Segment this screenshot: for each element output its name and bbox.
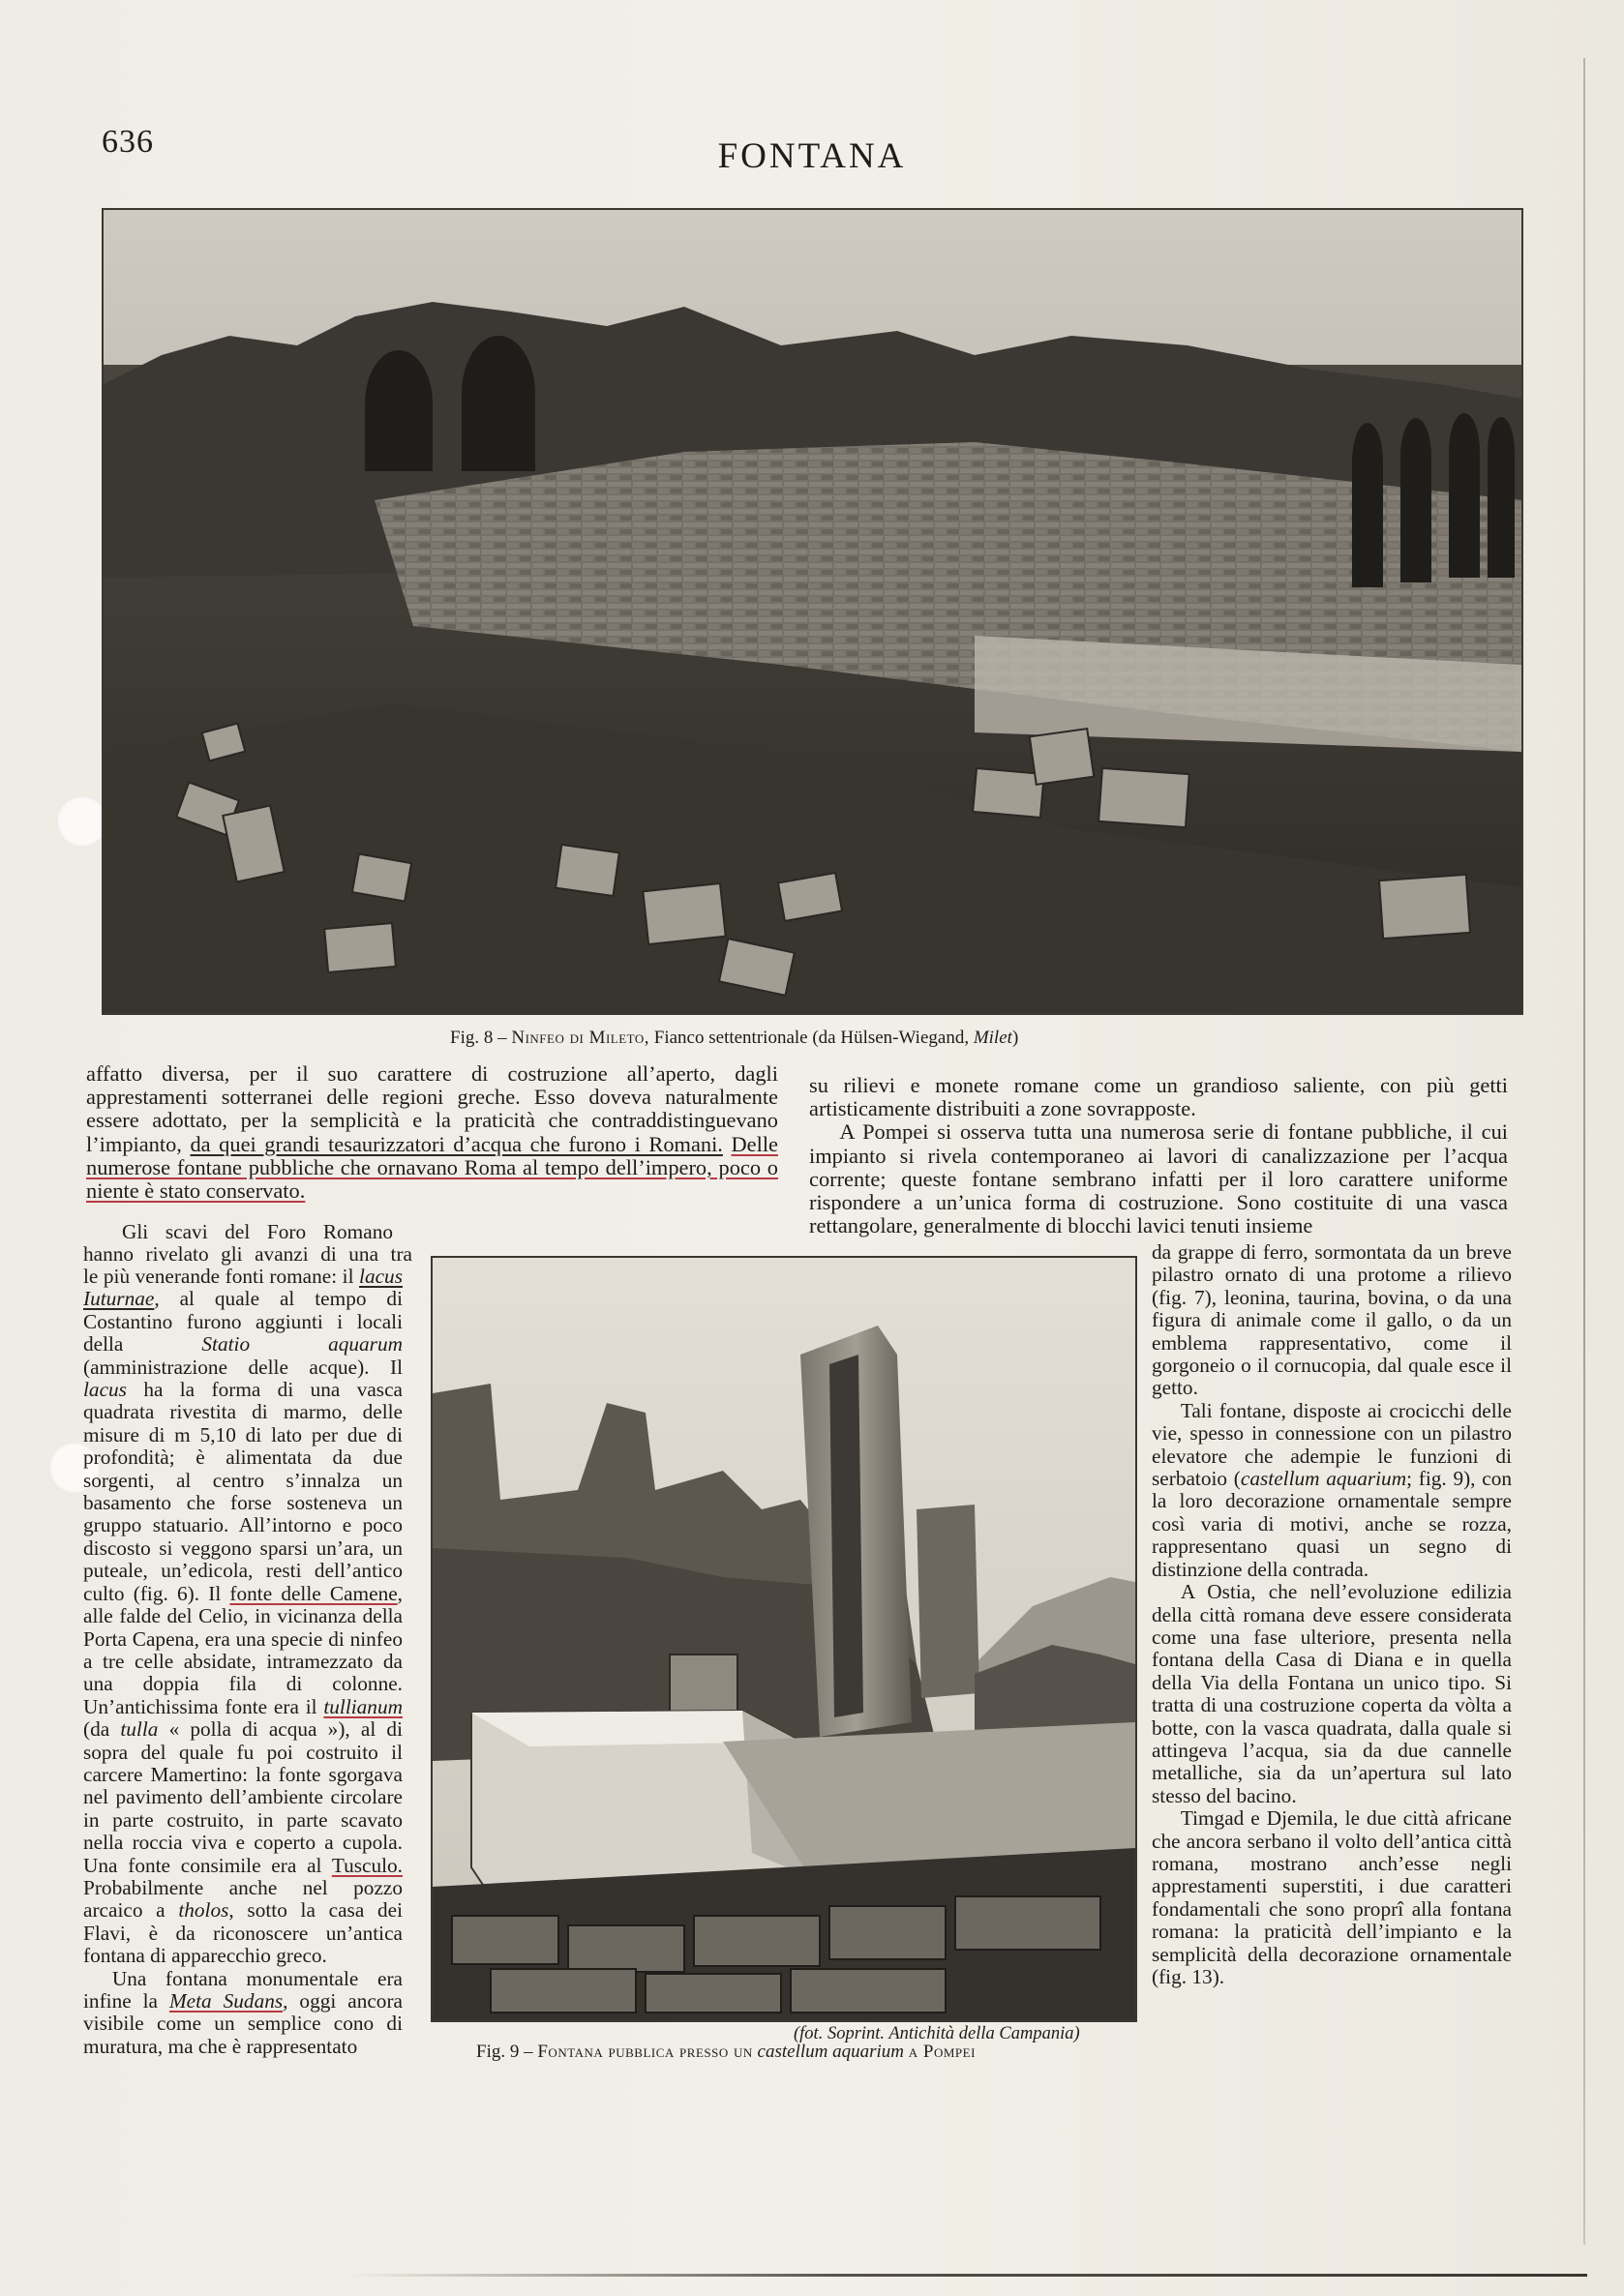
term-lacus-iuturnae: lacus Iuturnae bbox=[83, 1265, 403, 1311]
right-top-paragraph-2: A Pompei si osserva tutta una numerosa serie di fontane pubbliche, il cui impianto si rivela contemporaneo ai lavori di canalizzazione per l’acqua corrente; queste fontane sembrano infatti per il loro carattere uniforme rispondere a un’unica forma di costruzione. Sono costituite di una vasca rettangolare, generalmente di blocchi lavici tenuti insieme bbox=[809, 1119, 1508, 1238]
right-narrow-paragraph-1: da grappe di ferro, sormontata da un breve pilastro ornato di una protome a rilievo (fig. 7), leonina, taurina, bovina, o da una figura di animale come il gallo, o da un emblema rappresentativo, come il gorgoneio o il cornucopia, dal quale esce il getto. bbox=[1152, 1240, 1512, 1400]
term-tulla: tulla bbox=[120, 1717, 159, 1742]
right-column-top-text bbox=[809, 1074, 1508, 1237]
left-top-paragraph bbox=[86, 1062, 778, 1203]
left-narrow-column bbox=[83, 1266, 403, 2058]
page-number: 636 bbox=[102, 124, 154, 160]
left-text-a11: (da bbox=[83, 1717, 121, 1742]
fig8-caption-title: Ninfeo di Mileto, bbox=[511, 1028, 650, 1048]
fig8-caption-source: Milet bbox=[973, 1028, 1012, 1048]
fig9-caption bbox=[476, 2042, 976, 2063]
fig8-caption-text: Fianco settentrionale (da Hülsen-Wiegand, bbox=[649, 1028, 974, 1048]
left-text-a17: , sotto la casa dei Flavi, è da riconoscere un’antica fontana di apparecchio greco. bbox=[83, 1898, 403, 1968]
left-text-b3: , oggi ancora visibile come un semplice cono di muratura, ma che è rappresentato bbox=[83, 1989, 403, 2058]
left-text-a13: « polla di acqua »), al di sopra del quale fu poi costruito il carcere Mamertino: la fonte sgorgava nel pavimento dell’ambiente circolare in parte costruito, in parte scavato nella roccia viva e coperto a cupola. Una fonte consimile era al bbox=[83, 1717, 403, 1877]
left-top-sentence-1: affatto diversa, per il suo carattere di costruzione all’aperto, dagli apprestamenti sotterranei delle regioni greche. Esso doveva naturalmente essere adottato, per la semplicità e la praticità che contraddistinguevano l’impianto, bbox=[86, 1061, 778, 1156]
left-narrow-paragraph-1 bbox=[83, 1266, 403, 1968]
left-wrap-line-2: hanno rivelato gli avanzi di una tra bbox=[83, 1242, 412, 1266]
right-text-c4: ; fig. 9), con la loro decorazione ornamentale sempre così varia di motivi, anche se rozza, rappresentano quasi un segno di distinzione della contrada. bbox=[1152, 1467, 1512, 1581]
right-narrow-paragraph-4: Timgad e Djemila, le due città africane che ancora serbano il volto dell’antica città romana, mostrano anch’esse negli apprestamenti superstiti, i due caratteri fondamentali che sono proprî alla fontana romana: la praticità dell’impianto e la semplicità della decorazione ornamentale (fig. 13). bbox=[1152, 1806, 1512, 1988]
right-text-c2: Tali fontane, disposte ai crocicchi delle vie, spesso in connessione con un pilastro elevatore che adempie le funzioni di serbatoio ( bbox=[1152, 1398, 1512, 1491]
fig8-photograph bbox=[102, 208, 1523, 1015]
right-narrow-paragraph-2 bbox=[1152, 1400, 1512, 1581]
right-narrow-paragraph-3: A Ostia, che nell’evoluzione edilizia della città romana deve essere considerata come una fase ulteriore, presenta nella fontana della Casa di Diana e in quella della Via della Fontana un unico tipo. Si tratta di una costruzione coperta da vòlta a botte, con la vasca quadrata, dalla quale si attingeva l’acqua, sia da due cannelle metalliche, sia da un’apertura sul lato stesso del bacino. bbox=[1152, 1580, 1512, 1807]
term-lacus: lacus bbox=[83, 1378, 127, 1402]
left-text-a9: , alle falde del Celio, in vicinanza della Porta Capena, era una specie di ninfeo a tre celle absidate, intramezzato da una doppia fila di colonne. Un’antichissima fonte era il bbox=[83, 1581, 403, 1718]
scan-bottom-edge bbox=[348, 2274, 1587, 2277]
fig8-caption-end: ) bbox=[1011, 1028, 1019, 1048]
left-text-a3: , al quale al tempo di Costantino furono aggiunti i locali della bbox=[83, 1287, 403, 1357]
left-wrap-line-1: Gli scavi del Foro Romano bbox=[122, 1220, 393, 1243]
left-text-a5: (amministrazione delle acque). Il bbox=[83, 1355, 403, 1379]
left-text-b1: Una fontana monumentale era infine la bbox=[83, 1966, 403, 2013]
fig9-caption-italic: castellum aquarium bbox=[757, 2042, 904, 2062]
left-text-a7: ha la forma di una vasca quadrata rivestita di marmo, delle misure di m 5,10 di lato per due di profondità; è alimentata da due sorgenti, al centro s’innalza un basamento che forse sosteneva un gruppo statuario. All’intorno e poco discosto si veggono sparsi un’ara, un puteale, un’edicola, resti dell’antico culto (fig. 6). Il bbox=[83, 1378, 403, 1605]
fig9-photograph bbox=[431, 1256, 1137, 2022]
left-text-a15: Probabilmente anche nel pozzo arcaico a bbox=[83, 1875, 403, 1923]
term-statio-aquarum: Statio aquarum bbox=[201, 1332, 403, 1357]
term-fonte-camene: fonte delle Camene bbox=[229, 1581, 398, 1605]
fig9-credit: (fot. Soprint. Antichità della Campania) bbox=[794, 2024, 1080, 2043]
fig9-caption-number: Fig. 9 – bbox=[476, 2042, 533, 2062]
fig8-caption-number: Fig. 8 – bbox=[450, 1028, 507, 1048]
left-text-a1: le più venerande fonti romane: il bbox=[83, 1265, 360, 1288]
left-top-underlined-romans: da quei grandi tesaurizzatori d’acqua che furono i Romani. bbox=[190, 1131, 723, 1156]
term-tullianum: tullianum bbox=[323, 1694, 403, 1718]
punch-hole-upper bbox=[56, 795, 108, 848]
term-tholos: tholos bbox=[178, 1898, 229, 1923]
fig9-caption-title: Fontana pubblica presso un bbox=[537, 2042, 753, 2062]
left-narrow-paragraph-2 bbox=[83, 1968, 403, 2059]
term-tusculo: Tusculo. bbox=[331, 1853, 403, 1877]
left-column-top-text bbox=[86, 1062, 778, 1203]
right-top-paragraph-1: su rilievi e monete romane come un grandioso saliente, con più getti artisticamente distribuiti a zone sovrapposte. bbox=[809, 1073, 1508, 1121]
left-top-underlined-fontane: Delle numerose fontane pubbliche che ornavano Roma al tempo dell’impero, poco o niente è stato conservato. bbox=[86, 1131, 778, 1204]
page-edge-shadow bbox=[1583, 58, 1585, 2245]
right-narrow-column bbox=[1152, 1241, 1512, 1988]
term-castellum-aquarium: castellum aquarium bbox=[1240, 1467, 1407, 1491]
term-meta-sudans: Meta Sudans bbox=[168, 1989, 284, 2013]
fig8-caption bbox=[450, 1028, 1018, 1049]
running-head: FONTANA bbox=[717, 136, 907, 176]
fig9-caption-end: a Pompei bbox=[908, 2042, 976, 2062]
